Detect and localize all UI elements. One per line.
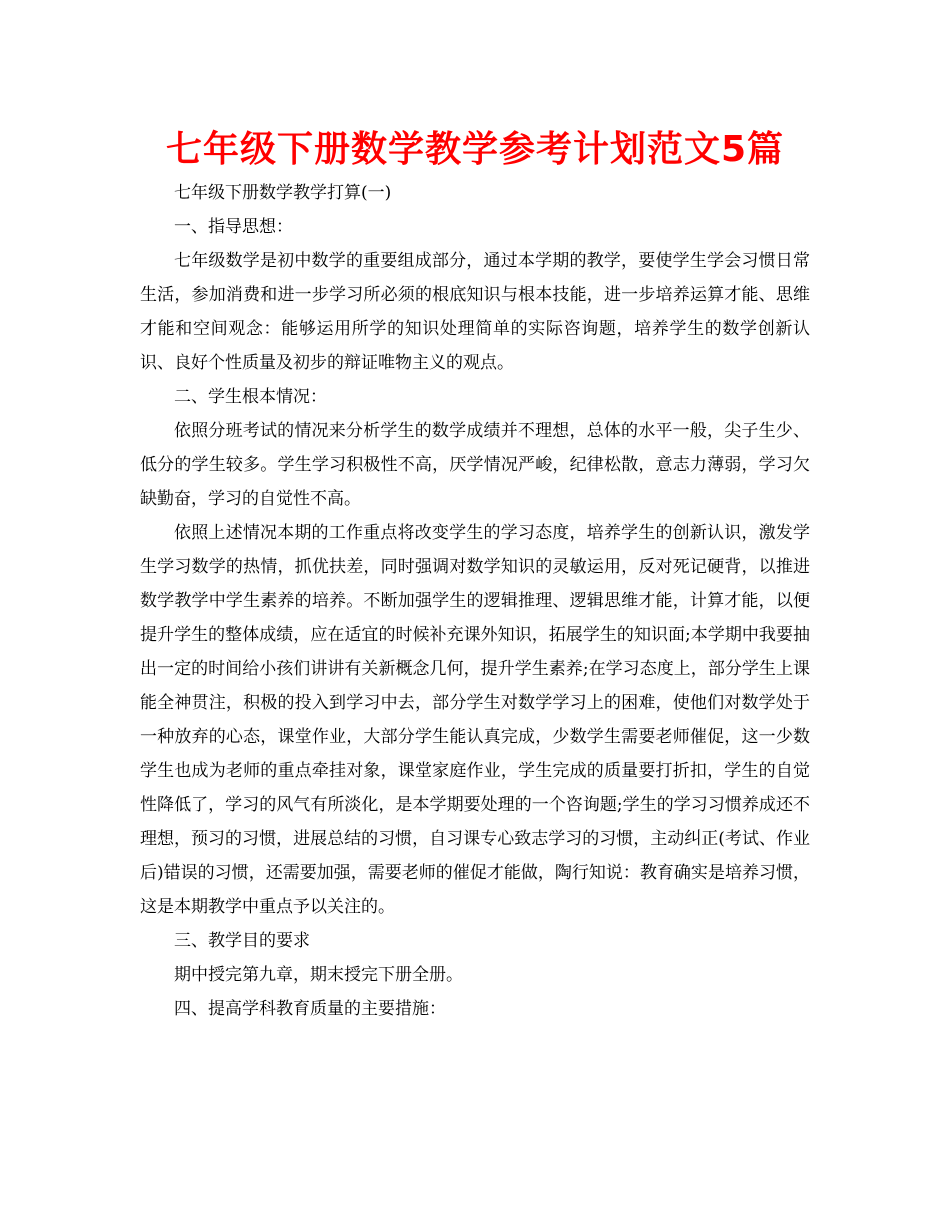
section-heading-student-situation: 二、学生根本情况： (174, 387, 327, 407)
paragraph-work-focus: 依照上述情况本期的工作重点将改变学生的学习态度，培养学生的创新认识，激发学生学习数学的热情，抓优扶差，同时强调对数学知识的灵敏运用，反对死记硬背，以推进数学教学中学生素养的培养。不断加强学生的逻辑推理、逻辑思维才能，计算才能，以便提升学生的整体成绩，应在适宜的时候补充课外知识，拓展学生的知识面;本学期中我要抽出一定的时间给小孩们讲讲有关新概念几何，提升学生素养;在学习态度上，部分学生上课能全神贯注，积极的投入到学习中去，部分学生对数学学习上的困难，使他们对数学处于一种放弃的心态，课堂作业，大部分学生能认真完成，少数学生需要老师催促，这一少数学生也成为老师的重点牵挂对象，课堂家庭作业，学生完成的质量要打折扣，学生的自觉性降低了，学习的风气有所淡化，是本学期要处理的一个咨询题;学生的学习习惯养成还不理想，预习的习惯，进展总结的习惯，自习课专心致志学习的习惯，主动纠正(考试、作业后)错误的习惯，还需要加强，需要老师的催促才能做，陶行知说：教育确实是培养习惯，这是本期教学中重点予以关注的。 (140, 523, 810, 917)
paragraph-teaching-goals: 期中授完第九章，期末授完下册全册。 (174, 965, 463, 985)
section-heading-plan-one: 七年级下册数学教学打算(一) (174, 183, 392, 203)
document-body (140, 176, 810, 1026)
section-heading-guiding-thought: 一、指导思想： (174, 217, 293, 237)
paragraph-guiding-thought: 七年级数学是初中数学的重要组成部分，通过本学期的教学，要使学生学会习惯日常生活，参加消费和进一步学习所必须的根底知识与根本技能，进一步培养运算才能、思维才能和空间观念：能够运用所学的知识处理简单的实际咨询题，培养学生的数学创新认识、良好个性质量及初步的辩证唯物主义的观点。 (140, 251, 810, 373)
section-heading-teaching-goals: 三、教学目的要求 (174, 931, 310, 951)
document-title: 七年级下册数学教学参考计划范文5篇 (165, 129, 785, 170)
paragraph-student-situation: 依照分班考试的情况来分析学生的数学成绩并不理想，总体的水平一般，尖子生少、低分的学生较多。学生学习积极性不高，厌学情况严峻，纪律松散，意志力薄弱，学习欠缺勤奋，学习的自觉性不高。 (140, 421, 810, 509)
section-heading-measures: 四、提高学科教育质量的主要措施： (174, 999, 446, 1019)
